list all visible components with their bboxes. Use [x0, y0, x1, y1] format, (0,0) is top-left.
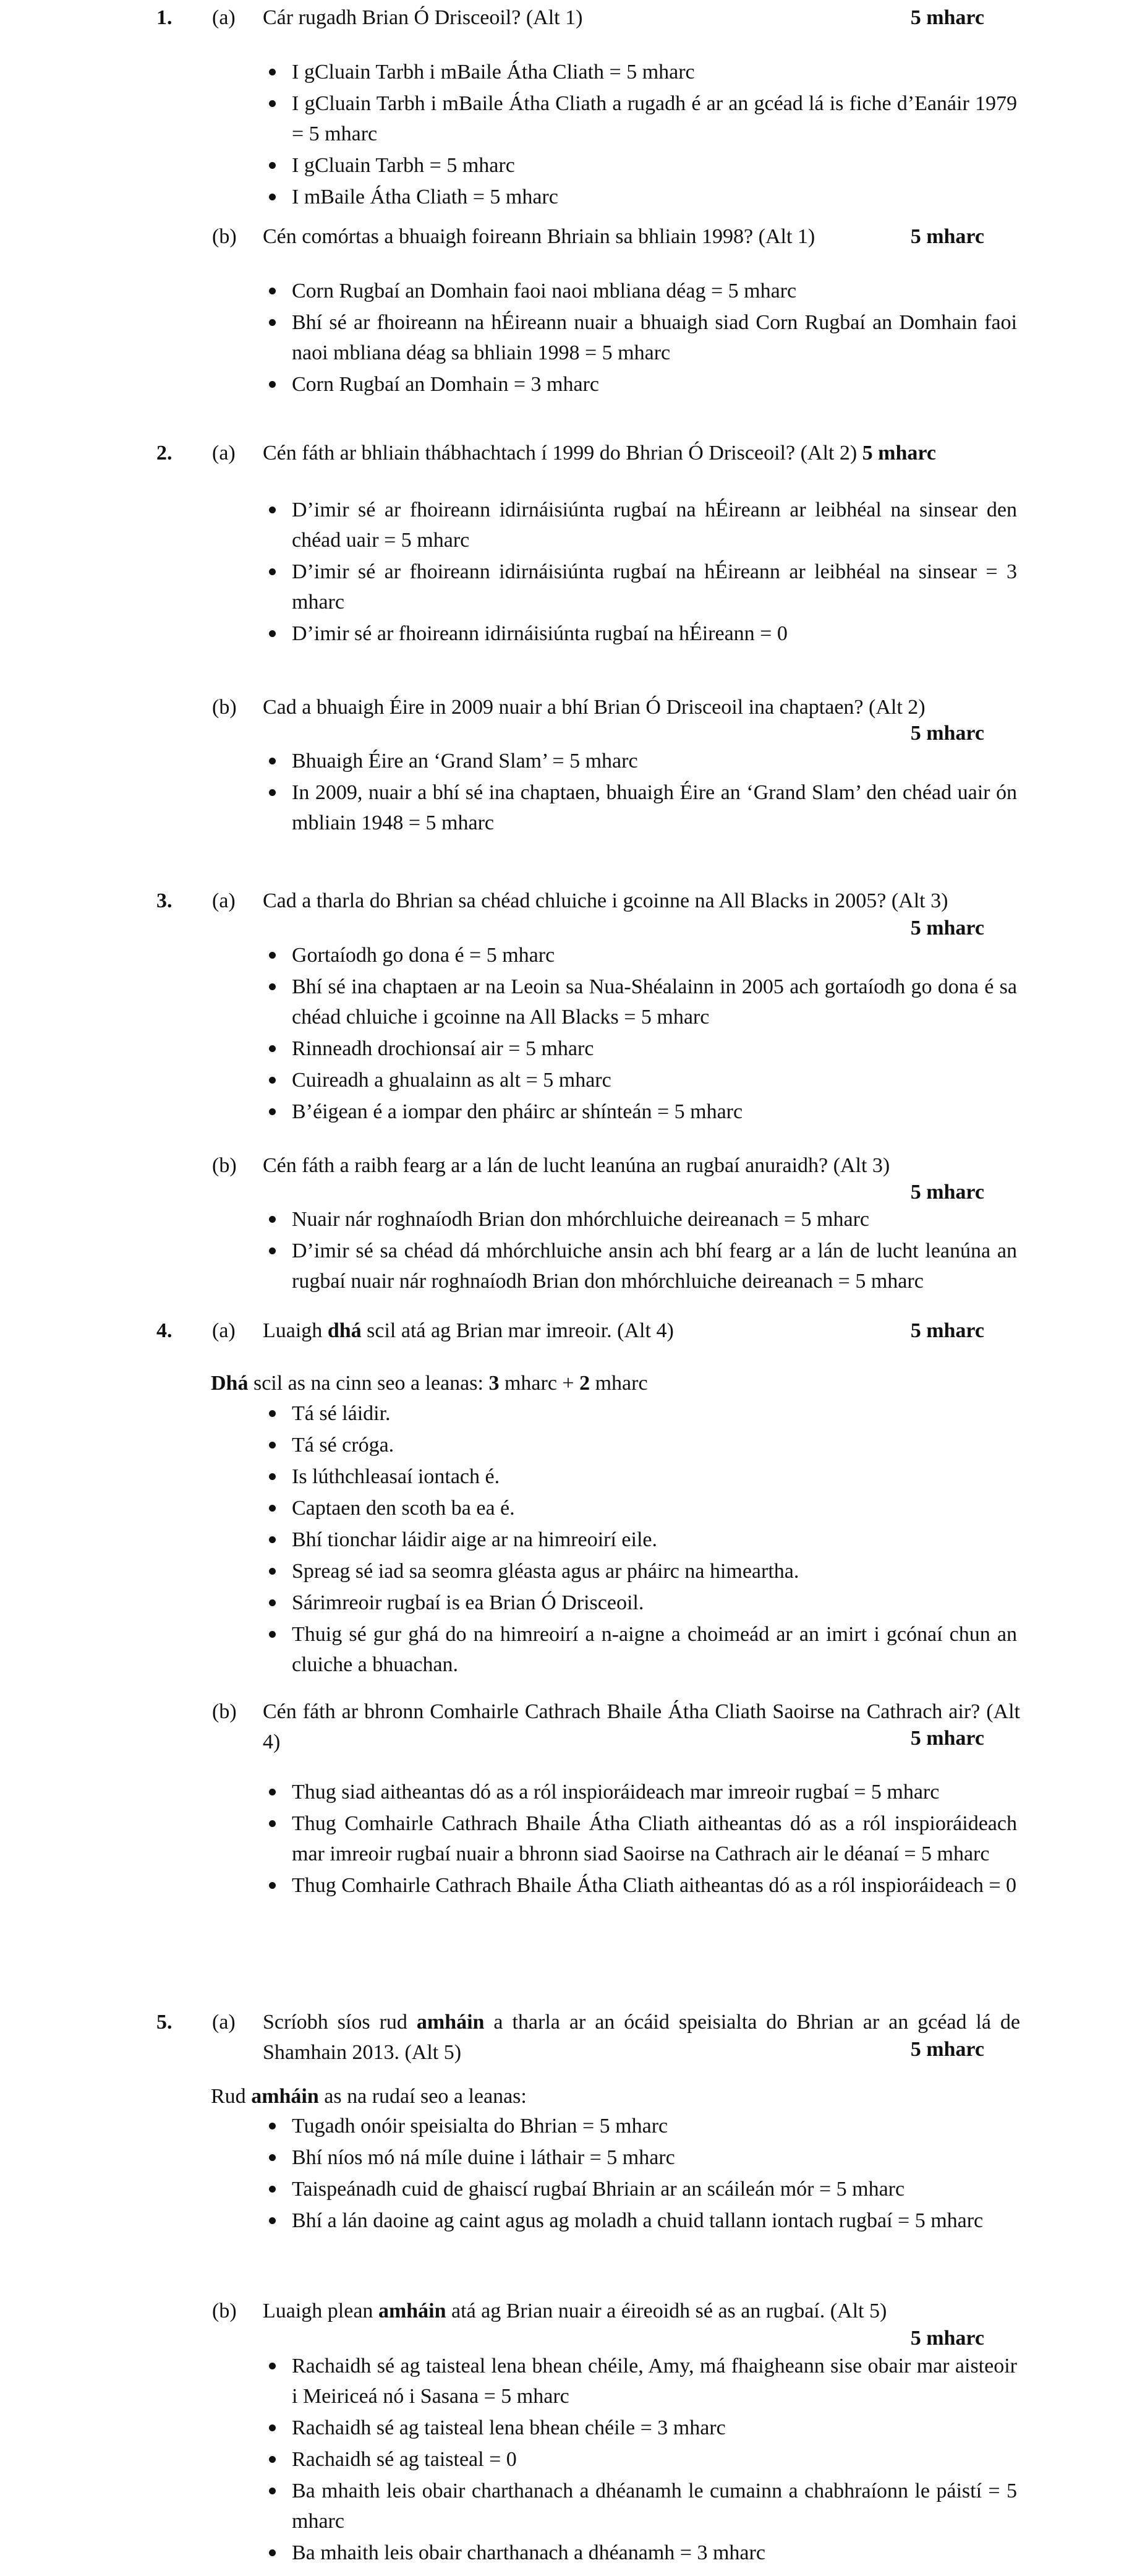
- answer-item: Corn Rugbaí an Domhain faoi naoi mbliana déag = 5 mharc: [292, 276, 1017, 306]
- answer-item: Corn Rugbaí an Domhain = 3 mharc: [292, 369, 1017, 400]
- marks-label: 5 mharc: [862, 442, 936, 464]
- answer-item: D’imir sé ar fhoireann idirnáisiúnta rugbaí na hÉireann ar leibhéal na sinsear = 3 mharc: [292, 557, 1017, 617]
- answer-list: [292, 2351, 1017, 2569]
- marks-label: 5 mharc: [910, 2327, 984, 2350]
- answer-item: Nuair nár roghnaíodh Brian don mhórchluiche deireanach = 5 mharc: [292, 1204, 1017, 1235]
- part-label: (b): [212, 225, 237, 248]
- lead-marks-second: 2: [579, 1372, 590, 1395]
- question-text: Cén fáth a raibh fearg ar a lán de lucht leanúna an rugbaí anuraidh? (Alt 3): [263, 1154, 890, 1177]
- lead-marks-first: 3: [488, 1372, 500, 1395]
- marks-label: 5 mharc: [910, 1319, 984, 1342]
- question-text-pre: Luaigh plean: [263, 2300, 378, 2322]
- question-text-post: a tharla ar an ócáid speisialta do Bhrian ar an gcéad lá de Shamhain 2013. (Alt 5): [263, 2011, 1020, 2064]
- answer-item: Ba mhaith leis obair charthanach a dhéanamh = 3 mharc: [292, 2538, 1017, 2568]
- question-number: 4.: [156, 1319, 172, 1342]
- answer-item: Spreag sé iad sa seomra gléasta agus ar pháirc na himeartha.: [292, 1556, 1017, 1586]
- answer-item: Tugadh onóir speisialta do Bhrian = 5 mharc: [292, 2111, 1017, 2141]
- question-text: Cén fáth ar bhronn Comhairle Cathrach Bhaile Átha Cliath Saoirse na Cathrach air? (Alt 4): [263, 1700, 1020, 1753]
- answer-lead-in: [211, 2081, 1015, 2112]
- answer-item: I gCluain Tarbh i mBaile Átha Cliath = 5 mharc: [292, 57, 1017, 87]
- answer-item: Cuireadh a ghualainn as alt = 5 mharc: [292, 1065, 1017, 1095]
- answer-item: I mBaile Átha Cliath = 5 mharc: [292, 182, 1017, 212]
- answer-item: Taispeánadh cuid de ghaiscí rugbaí Bhriain ar an scáileán mór = 5 mharc: [292, 2174, 1017, 2204]
- question-number: 3.: [156, 889, 172, 912]
- answer-item: Bhí a lán daoine ag caint agus ag moladh a chuid tallann iontach rugbaí = 5 mharc: [292, 2206, 1017, 2236]
- answer-list: [292, 746, 1017, 839]
- answer-item: D’imir sé ar fhoireann idirnáisiúnta rugbaí na hÉireann ar leibhéal na sinsear den chéad uair = 5 mharc: [292, 495, 1017, 555]
- part-label: (b): [212, 696, 237, 719]
- question-number: 5.: [156, 2011, 172, 2034]
- question-text: [263, 2296, 1020, 2326]
- answer-item: Thug siad aitheantas dó as a ról inspioráideach mar imreoir rugbaí = 5 mharc: [292, 1777, 1017, 1807]
- answer-item: I gCluain Tarbh = 5 mharc: [292, 150, 1017, 181]
- answer-item: I gCluain Tarbh i mBaile Átha Cliath a rugadh é ar an gcéad lá is fiche d’Eanáir 1979 = 5 mharc: [292, 88, 1017, 149]
- answer-item: Bhí tionchar láidir aige ar na himreoirí eile.: [292, 1525, 1017, 1555]
- answer-lead-in: [211, 1368, 1015, 1398]
- answer-item: Thug Comhairle Cathrach Bhaile Átha Cliath aitheantas dó as a ról inspioráideach mar imreoir rugbaí nuair a bhronn siad Saoirse na Cathrach air le déanaí = 5 mharc: [292, 1808, 1017, 1869]
- answer-item: Ba mhaith leis obair charthanach a dhéanamh le cumainn a chabhraíonn le páistí = 5 mharc: [292, 2476, 1017, 2536]
- answer-item: Bhí sé ar fhoireann na hÉireann nuair a bhuaigh siad Corn Rugbaí an Domhain faoi naoi mbliana déag sa bhliain 1998 = 5 mharc: [292, 307, 1017, 368]
- question-text: Cad a bhuaigh Éire in 2009 nuair a bhí Brian Ó Drisceoil ina chaptaen? (Alt 2): [263, 696, 926, 719]
- answer-item: Bhí níos mó ná míle duine i láthair = 5 mharc: [292, 2142, 1017, 2173]
- lead-text-pre: Rud: [211, 2085, 252, 2108]
- question-text: [263, 438, 986, 468]
- question-text-emphasis: dhá: [327, 1319, 362, 1342]
- question-text-body: Cén fáth ar bhliain thábhachtach í 1999 do Bhrian Ó Drisceoil? (Alt 2): [263, 442, 858, 464]
- question-text-post: scil atá ag Brian mar imreoir. (Alt 4): [361, 1319, 674, 1342]
- lead-emphasis: Dhá: [211, 1372, 249, 1395]
- answer-list: [292, 2111, 1017, 2237]
- lead-emphasis: amháin: [251, 2085, 319, 2108]
- answer-item: Captaen den scoth ba ea é.: [292, 1493, 1017, 1523]
- question-text: [263, 1316, 1020, 1346]
- answer-list: [292, 276, 1017, 401]
- question-number: 2.: [156, 442, 172, 464]
- answer-list: [292, 57, 1017, 213]
- lead-text: scil as na cinn seo a leanas:: [248, 1372, 489, 1395]
- answer-list: [292, 1204, 1017, 1298]
- answer-item: Rachaidh sé ag taisteal = 0: [292, 2444, 1017, 2475]
- question-text: Cén comórtas a bhuaigh foireann Bhriain sa bhliain 1998? (Alt 1): [263, 225, 815, 248]
- answer-item: Bhí sé ina chaptaen ar na Leoin sa Nua-Shéalainn in 2005 ach gortaíodh go dona é sa chéad chluiche i gcoinne na All Blacks = 5 mharc: [292, 972, 1017, 1032]
- answer-item: Tá sé láidir.: [292, 1398, 1017, 1429]
- lead-text: as na rudaí seo a leanas:: [318, 2085, 527, 2108]
- part-label: (a): [212, 442, 236, 464]
- part-label: (b): [212, 1700, 237, 1723]
- part-label: (b): [212, 2300, 237, 2322]
- answer-item: Rachaidh sé ag taisteal lena bhean chéile = 3 mharc: [292, 2413, 1017, 2443]
- answer-item: D’imir sé ar fhoireann idirnáisiúnta rugbaí na hÉireann = 0: [292, 618, 1017, 649]
- marks-label: 5 mharc: [910, 1181, 984, 1204]
- answer-item: Thuig sé gur ghá do na himreoirí a n-aigne a choimeád ar an imirt i gcónaí chun an cluiche a bhuachan.: [292, 1619, 1017, 1680]
- part-label: (a): [212, 6, 236, 29]
- lead-text-mid: mharc +: [499, 1372, 580, 1395]
- marks-label: 5 mharc: [910, 917, 984, 939]
- answer-list: [292, 940, 1017, 1128]
- answer-item: Rachaidh sé ag taisteal lena bhean chéile, Amy, má fhaigheann sise obair mar aisteoir i Meiriceá nó i Sasana = 5 mharc: [292, 2351, 1017, 2411]
- question-number: 1.: [156, 6, 172, 29]
- answer-item: D’imir sé sa chéad dá mhórchluiche ansin ach bhí fearg ar a lán de lucht leanúna an rugbaí nuair nár roghnaíodh Brian don mhórchluiche deireanach = 5 mharc: [292, 1236, 1017, 1296]
- answer-list: [292, 495, 1017, 650]
- question-text-pre: Luaigh: [263, 1319, 328, 1342]
- answer-item: In 2009, nuair a bhí sé ina chaptaen, bhuaigh Éire an ‘Grand Slam’ den chéad uair ón mbliain 1948 = 5 mharc: [292, 777, 1017, 838]
- lead-text-end: mharc: [590, 1372, 648, 1395]
- answer-item: Rinneadh drochionsaí air = 5 mharc: [292, 1033, 1017, 1064]
- answer-item: Bhuaigh Éire an ‘Grand Slam’ = 5 mharc: [292, 746, 1017, 776]
- question-text-post: atá ag Brian nuair a éireoidh sé as an rugbaí. (Alt 5): [446, 2300, 887, 2322]
- part-label: (b): [212, 1154, 237, 1177]
- answer-item: Sárimreoir rugbaí is ea Brian Ó Drisceoil.: [292, 1588, 1017, 1618]
- question-text-pre: Scríobh síos rud: [263, 2011, 417, 2034]
- marks-label: 5 mharc: [910, 225, 984, 248]
- answer-item: B’éigean é a iompar den pháirc ar shínteán = 5 mharc: [292, 1097, 1017, 1127]
- question-text: Cad a tharla do Bhrian sa chéad chluiche i gcoinne na All Blacks in 2005? (Alt 3): [263, 889, 948, 912]
- marks-label: 5 mharc: [910, 2038, 984, 2061]
- question-text-emphasis: amháin: [378, 2300, 446, 2322]
- part-label: (a): [212, 889, 236, 912]
- answer-item: Gortaíodh go dona é = 5 mharc: [292, 940, 1017, 970]
- marks-label: 5 mharc: [910, 722, 984, 745]
- marks-label: 5 mharc: [910, 6, 984, 29]
- question-text-emphasis: amháin: [416, 2011, 485, 2034]
- answer-list: [292, 1398, 1017, 1681]
- question-text: [263, 2007, 1020, 2068]
- answer-item: Thug Comhairle Cathrach Bhaile Átha Cliath aitheantas dó as a ról inspioráideach = 0: [292, 1870, 1017, 1901]
- question-text: Cár rugadh Brian Ó Drisceoil? (Alt 1): [263, 6, 583, 29]
- marks-label: 5 mharc: [910, 1727, 984, 1750]
- part-label: (a): [212, 1319, 236, 1342]
- answer-list: [292, 1777, 1017, 1902]
- answer-item: Tá sé cróga.: [292, 1430, 1017, 1460]
- answer-item: Is lúthchleasaí iontach é.: [292, 1461, 1017, 1492]
- part-label: (a): [212, 2011, 236, 2034]
